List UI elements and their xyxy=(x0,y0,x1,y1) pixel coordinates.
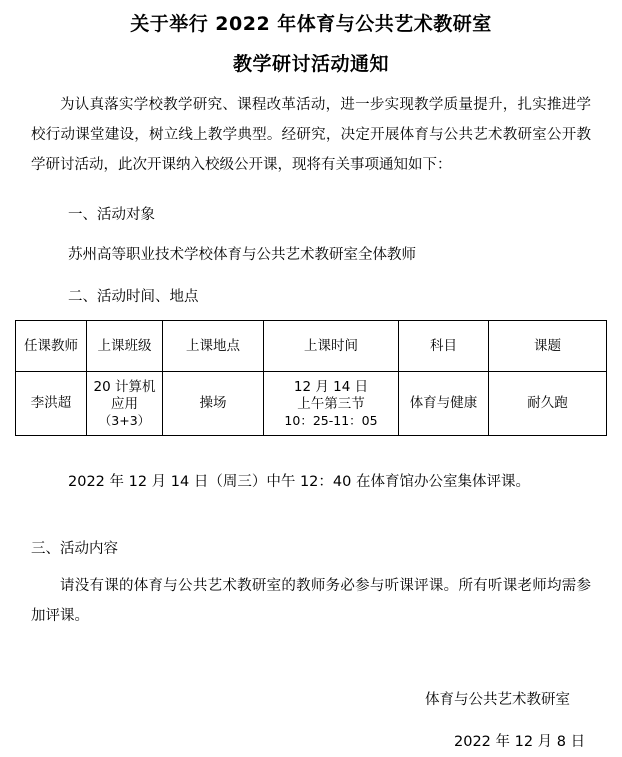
cell-time-line-3: 10：25-11：05 xyxy=(284,412,378,428)
signature-date: 2022 年 12 月 8 日 xyxy=(454,734,586,750)
cell-time xyxy=(264,372,399,436)
header-topic: 课题 xyxy=(489,321,607,372)
header-subject: 科目 xyxy=(399,321,489,372)
header-location: 上课地点 xyxy=(163,321,264,372)
section3-text: 请没有课的体育与公共艺术教研室的教师务必参与听课评课。所有听课老师均需参加评课。 xyxy=(31,578,591,624)
title-line-1: 关于举行 2022 年体育与公共艺术教研室 xyxy=(130,13,492,35)
review-note: 2022 年 12 月 14 日（周三）中午 12：40 在体育馆办公室集体评课。 xyxy=(68,474,530,490)
cell-time-line-2: 上午第三节 xyxy=(297,395,365,412)
cell-class-line-1: 20 计算机 xyxy=(93,378,156,395)
cell-subject: 体育与健康 xyxy=(399,372,489,436)
cell-class-line-2: 应用 xyxy=(111,395,138,412)
section2-heading: 二、活动时间、地点 xyxy=(68,289,199,305)
cell-topic: 耐久跑 xyxy=(489,372,607,436)
intro-paragraph: 为认真落实学校教学研究、课程改革活动，进一步实现教学质量提升，扎实推进学校行动课堂建设，树立线上教学典型。经研究，决定开展体育与公共艺术教研室公开教学研讨活动，此次开课纳入校级公开课，现将有关事项通知如下： xyxy=(31,97,591,173)
header-time: 上课时间 xyxy=(264,321,399,372)
cell-class-line-3: （3+3） xyxy=(98,412,151,428)
schedule-table xyxy=(15,320,607,436)
cell-class xyxy=(87,372,163,436)
signature-org: 体育与公共艺术教研室 xyxy=(425,692,570,708)
cell-location: 操场 xyxy=(163,372,264,436)
title-line-2: 教学研讨活动通知 xyxy=(232,53,389,75)
header-class: 上课班级 xyxy=(87,321,163,372)
header-teacher: 任课教师 xyxy=(16,321,87,372)
cell-teacher: 李洪超 xyxy=(16,372,87,436)
table-header-row xyxy=(16,321,607,372)
cell-time-line-1: 12 月 14 日 xyxy=(293,378,369,395)
section3-heading: 三、活动内容 xyxy=(31,541,118,557)
section1-heading: 一、活动对象 xyxy=(68,207,155,223)
section1-text: 苏州高等职业技术学校体育与公共艺术教研室全体教师 xyxy=(68,247,416,263)
table-row xyxy=(16,372,607,436)
